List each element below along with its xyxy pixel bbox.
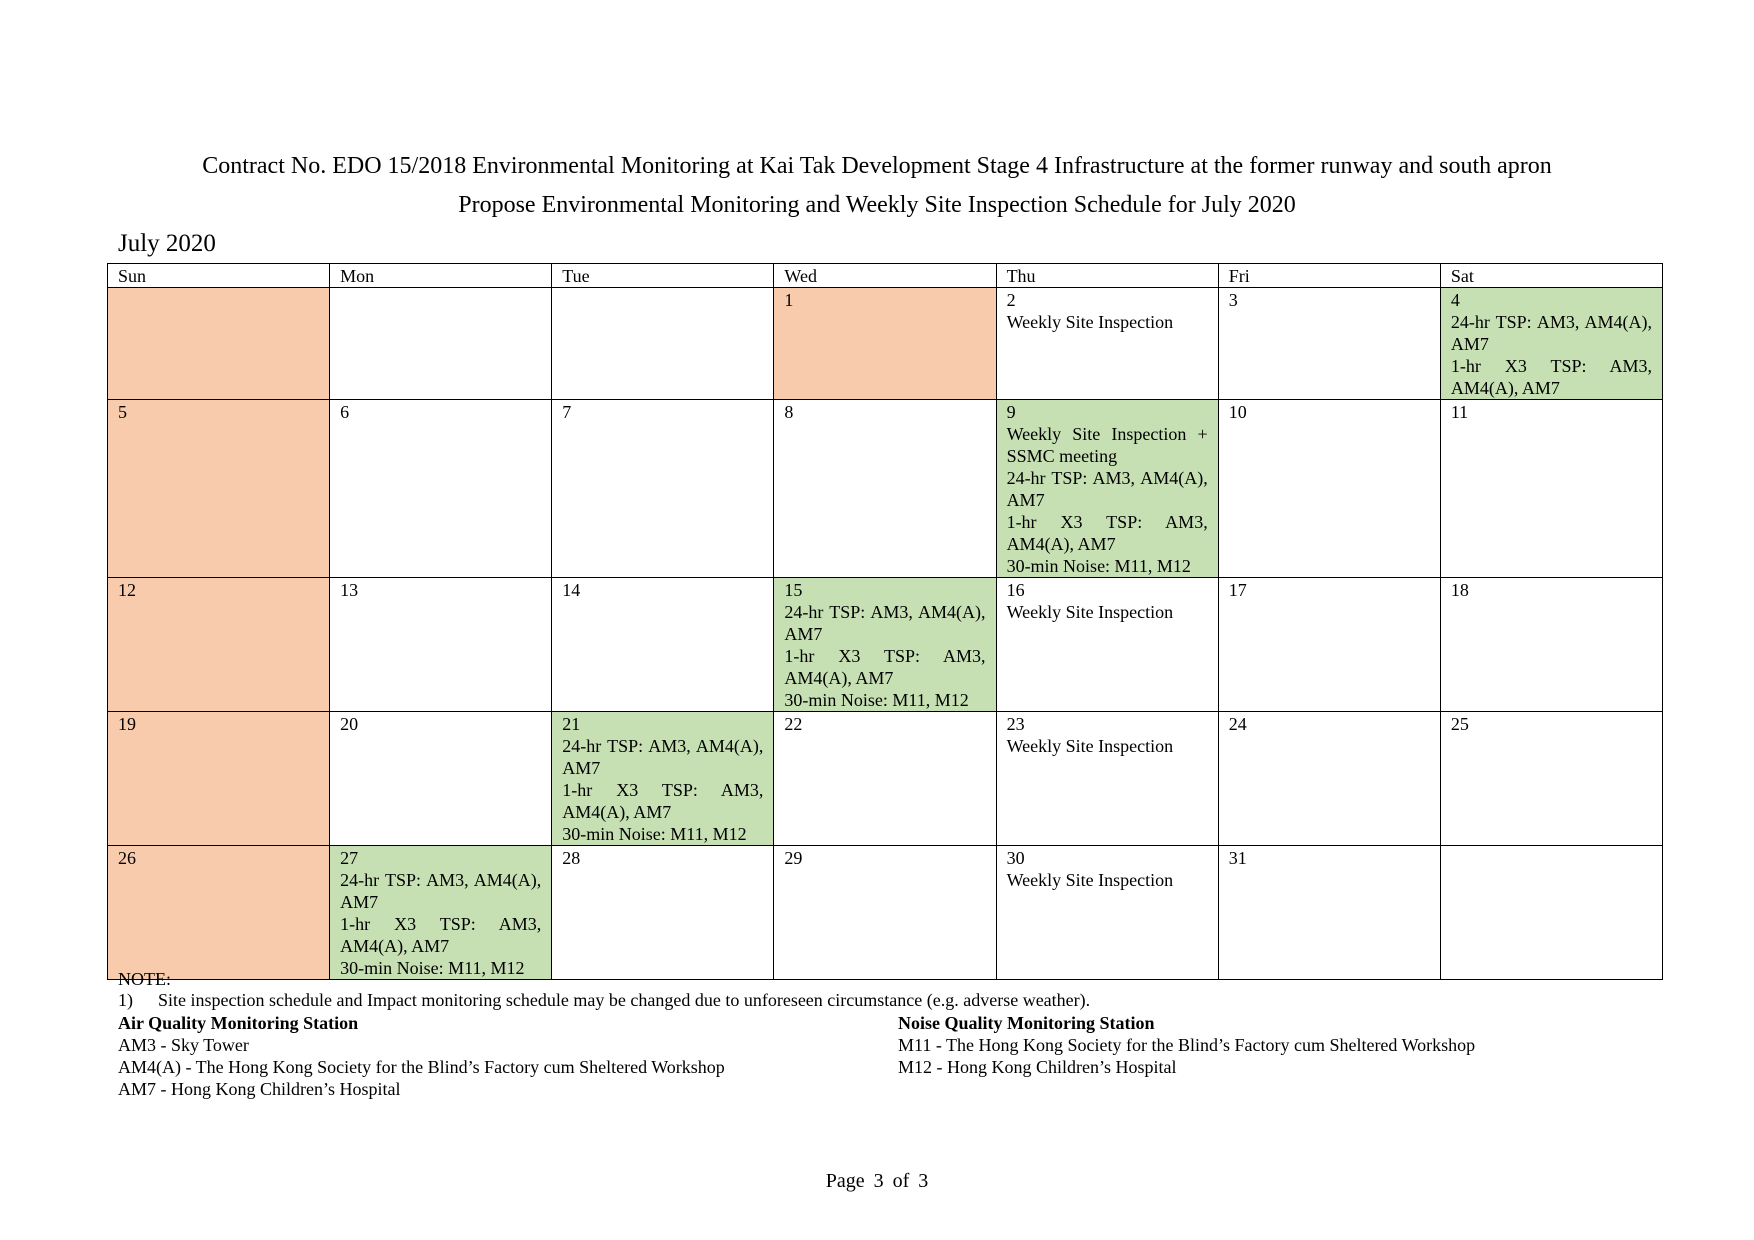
- noise-station-item: M12 - Hong Kong Children’s Hospital: [898, 1057, 1177, 1077]
- day-cell: [552, 400, 774, 578]
- day-cell: [552, 288, 774, 400]
- day-cell-monitoring: [996, 400, 1218, 578]
- day-number: 28: [562, 848, 581, 868]
- day-cell: [1440, 400, 1662, 578]
- weekday-wed: Wed: [774, 264, 996, 288]
- week-row-5: [108, 846, 1663, 980]
- day-cell: [774, 712, 996, 846]
- day-cell: [330, 288, 552, 400]
- day-number: 19: [118, 714, 136, 734]
- noise-quality-legend: [898, 1012, 1475, 1078]
- air-quality-legend: [118, 1012, 725, 1100]
- day-number: 5: [118, 402, 127, 422]
- week-row-4: [108, 712, 1663, 846]
- day-number: 8: [784, 402, 794, 422]
- day-cell: [330, 400, 552, 578]
- day-number: 20: [340, 714, 359, 734]
- day-event: Weekly Site Inspection: [1006, 870, 1174, 890]
- day-cell: [996, 846, 1218, 980]
- day-number: 13: [340, 580, 359, 600]
- month-label: July 2020: [118, 230, 216, 257]
- day-event: 24-hr TSP: AM3, AM4(A), AM7 1-hr X3 TSP: AM3, AM4(A), AM7 30-min Noise: M11, M12: [562, 736, 764, 844]
- day-cell: [552, 846, 774, 980]
- day-number: 31: [1228, 848, 1247, 868]
- air-station-item: AM7 - Hong Kong Children’s Hospital: [118, 1079, 401, 1099]
- air-station-item: AM3 - Sky Tower: [118, 1035, 249, 1055]
- document-title: Contract No. EDO 15/2018 Environmental Monitoring at Kai Tak Development Stage 4 Infrastructure at the former runway and south apron: [202, 153, 1552, 179]
- day-cell: [1218, 288, 1440, 400]
- day-number: 22: [784, 714, 803, 734]
- day-cell-monitoring: [330, 846, 552, 980]
- weekday-thu: Thu: [996, 264, 1218, 288]
- note-item: [118, 990, 1090, 1011]
- day-cell: [1218, 400, 1440, 578]
- day-cell: [330, 578, 552, 712]
- day-cell: [1218, 712, 1440, 846]
- day-cell: [108, 846, 330, 980]
- day-cell: [996, 712, 1218, 846]
- day-number: 6: [340, 402, 350, 422]
- day-event: Weekly Site Inspection + SSMC meeting 24-hr TSP: AM3, AM4(A), AM7 1-hr X3 TSP: AM3, AM4(A), AM7 30-min Noise: M11, M12: [1006, 424, 1208, 576]
- day-number: 4: [1450, 290, 1460, 310]
- day-cell: [1440, 846, 1662, 980]
- day-number: 12: [118, 580, 136, 600]
- day-event: Weekly Site Inspection: [1006, 602, 1174, 622]
- day-cell: [330, 712, 552, 846]
- page-number: Page 3 of 3: [825, 1170, 929, 1192]
- day-number: 9: [1006, 402, 1016, 422]
- day-cell: [996, 578, 1218, 712]
- day-number: 26: [118, 848, 136, 868]
- day-cell: [108, 712, 330, 846]
- weekday-mon: Mon: [330, 264, 552, 288]
- day-number: 27: [340, 848, 359, 868]
- day-cell: [774, 846, 996, 980]
- day-cell: [108, 400, 330, 578]
- day-number: 17: [1228, 580, 1247, 600]
- day-number: 15: [784, 580, 803, 600]
- day-number: 23: [1006, 714, 1025, 734]
- day-number: 30: [1006, 848, 1025, 868]
- weekday-tue: Tue: [552, 264, 774, 288]
- day-cell: [552, 578, 774, 712]
- day-number: 10: [1228, 402, 1247, 422]
- day-cell: [774, 400, 996, 578]
- weekday-header-row: [108, 264, 1663, 288]
- note-number: 1): [118, 990, 133, 1010]
- day-number: 25: [1450, 714, 1469, 734]
- air-quality-heading: Air Quality Monitoring Station: [118, 1013, 359, 1033]
- day-event: Weekly Site Inspection: [1006, 312, 1174, 332]
- day-cell-monitoring: [552, 712, 774, 846]
- day-cell-monitoring: [774, 578, 996, 712]
- schedule-subtitle: Propose Environmental Monitoring and Weekly Site Inspection Schedule for July 2020: [458, 192, 1296, 218]
- day-cell: [1440, 712, 1662, 846]
- day-number: 14: [562, 580, 581, 600]
- week-row-1: [108, 288, 1663, 400]
- week-row-3: [108, 578, 1663, 712]
- week-row-2: [108, 400, 1663, 578]
- day-number: 11: [1450, 402, 1469, 422]
- calendar-table: [107, 263, 1663, 980]
- day-cell: [108, 288, 330, 400]
- day-event: 24-hr TSP: AM3, AM4(A), AM7 1-hr X3 TSP: AM3, AM4(A), AM7: [1450, 312, 1652, 398]
- noise-quality-heading: Noise Quality Monitoring Station: [898, 1013, 1155, 1033]
- weekday-sat: Sat: [1440, 264, 1662, 288]
- day-event: 24-hr TSP: AM3, AM4(A), AM7 1-hr X3 TSP: AM3, AM4(A), AM7 30-min Noise: M11, M12: [340, 870, 542, 978]
- day-cell: [108, 578, 330, 712]
- noise-station-item: M11 - The Hong Kong Society for the Blind’s Factory cum Sheltered Workshop: [898, 1035, 1476, 1055]
- day-event: Weekly Site Inspection: [1006, 736, 1174, 756]
- day-cell-monitoring: [1440, 288, 1662, 400]
- day-number: 16: [1006, 580, 1025, 600]
- day-number: 1: [784, 290, 794, 310]
- day-cell: [1218, 846, 1440, 980]
- note-text: Site inspection schedule and Impact monitoring schedule may be changed due to unforeseen circumstance (e.g. adverse weather).: [158, 990, 1091, 1010]
- day-number: 2: [1006, 290, 1016, 310]
- weekday-fri: Fri: [1218, 264, 1440, 288]
- day-cell: [1218, 578, 1440, 712]
- day-cell: [1440, 578, 1662, 712]
- day-number: 7: [562, 402, 572, 422]
- weekday-sun: Sun: [108, 264, 330, 288]
- day-number: 29: [784, 848, 803, 868]
- air-station-item: AM4(A) - The Hong Kong Society for the Blind’s Factory cum Sheltered Workshop: [118, 1057, 725, 1077]
- day-number: 21: [562, 714, 581, 734]
- day-cell: [996, 288, 1218, 400]
- day-number: 3: [1228, 290, 1238, 310]
- day-cell-holiday: [774, 288, 996, 400]
- day-event: 24-hr TSP: AM3, AM4(A), AM7 1-hr X3 TSP: AM3, AM4(A), AM7 30-min Noise: M11, M12: [784, 602, 986, 710]
- day-number: 24: [1228, 714, 1247, 734]
- note-label: NOTE:: [118, 969, 171, 989]
- day-number: 18: [1450, 580, 1469, 600]
